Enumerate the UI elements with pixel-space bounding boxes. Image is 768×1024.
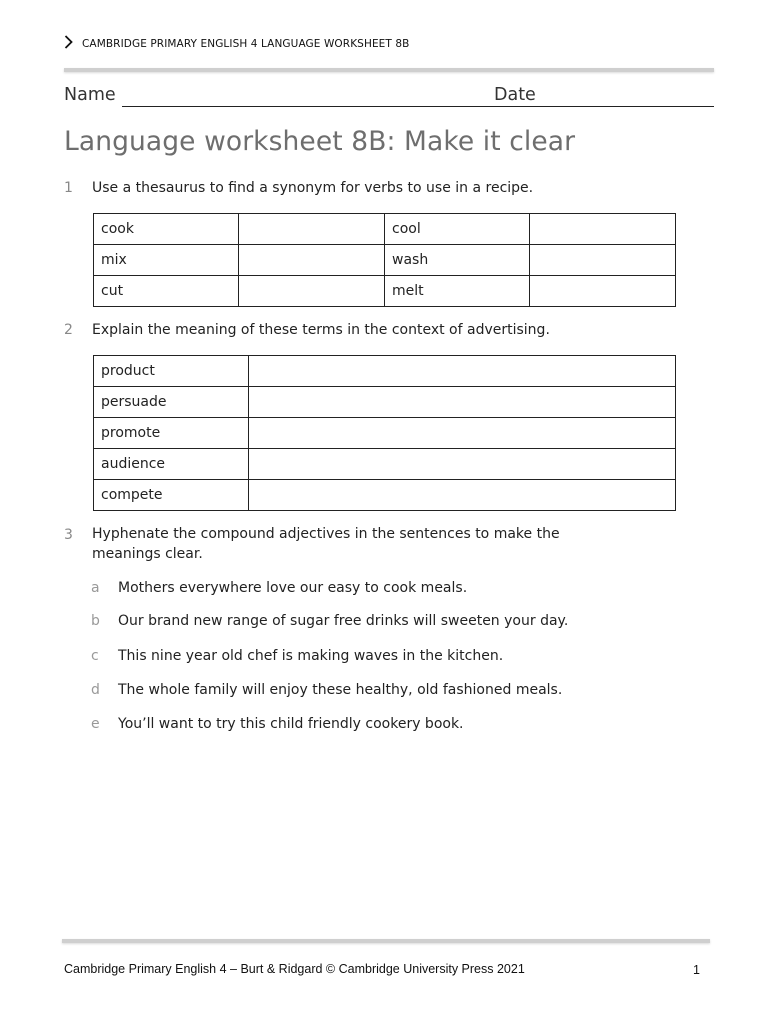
meaning-answer-cell[interactable]: [249, 356, 676, 387]
page-number: 1: [693, 963, 700, 977]
header-divider: [64, 68, 714, 72]
table-row: [94, 449, 676, 480]
term-cell: product: [94, 356, 249, 387]
page-title: Language worksheet 8B: Make it clear: [64, 126, 576, 157]
term-cell: compete: [94, 480, 249, 511]
verb-cell: cool: [385, 214, 530, 245]
synonym-answer-cell[interactable]: [530, 276, 676, 307]
footer-divider: [62, 939, 710, 943]
term-cell: audience: [94, 449, 249, 480]
item-sentence: You’ll want to try this child friendly cookery book.: [118, 716, 464, 732]
term-cell: persuade: [94, 387, 249, 418]
item-letter: a: [91, 580, 100, 596]
table-row: [94, 418, 676, 449]
table-row: [94, 214, 676, 245]
date-label: Date: [494, 85, 536, 105]
running-title: CAMBRIDGE PRIMARY ENGLISH 4 LANGUAGE WORKSHEET 8B: [82, 38, 410, 50]
terms-table: [93, 355, 676, 511]
question-3-text-line-2: meanings clear.: [92, 546, 203, 562]
meaning-answer-cell[interactable]: [249, 480, 676, 511]
question-2-number: 2: [64, 322, 73, 338]
verb-cell: melt: [385, 276, 530, 307]
verb-cell: mix: [94, 245, 239, 276]
verb-cell: cook: [94, 214, 239, 245]
synonym-answer-cell[interactable]: [239, 245, 385, 276]
synonym-answer-cell[interactable]: [239, 214, 385, 245]
item-letter: b: [91, 613, 100, 629]
question-3-text-line-1: Hyphenate the compound adjectives in the sentences to make the: [92, 526, 560, 542]
synonym-answer-cell[interactable]: [239, 276, 385, 307]
meaning-answer-cell[interactable]: [249, 449, 676, 480]
question-2-text: Explain the meaning of these terms in the context of advertising.: [92, 322, 550, 338]
verb-cell: wash: [385, 245, 530, 276]
table-row: [94, 480, 676, 511]
item-sentence: Mothers everywhere love our easy to cook meals.: [118, 580, 468, 596]
name-date-row: [64, 85, 714, 109]
table-row: [94, 245, 676, 276]
chevron-right-icon: [64, 35, 76, 53]
running-header: [64, 35, 409, 53]
synonym-table: [93, 213, 676, 307]
date-field[interactable]: [542, 106, 714, 107]
meaning-answer-cell[interactable]: [249, 387, 676, 418]
question-1-number: 1: [64, 180, 73, 196]
name-field[interactable]: [122, 106, 548, 107]
question-1-text: Use a thesaurus to find a synonym for verbs to use in a recipe.: [92, 180, 534, 196]
meaning-answer-cell[interactable]: [249, 418, 676, 449]
item-letter: e: [91, 716, 100, 732]
item-sentence: This nine year old chef is making waves in the kitchen.: [118, 648, 504, 664]
question-3-text: [92, 524, 560, 564]
footer-credit: Cambridge Primary English 4 – Burt & Ridgard © Cambridge University Press 2021: [64, 962, 525, 976]
term-cell: promote: [94, 418, 249, 449]
item-letter: c: [91, 648, 99, 664]
item-letter: d: [91, 682, 100, 698]
item-sentence: Our brand new range of sugar free drinks will sweeten your day.: [118, 613, 569, 629]
table-row: [94, 387, 676, 418]
synonym-answer-cell[interactable]: [530, 245, 676, 276]
item-sentence: The whole family will enjoy these healthy, old fashioned meals.: [118, 682, 563, 698]
name-label: Name: [64, 85, 116, 105]
question-3-number: 3: [64, 527, 73, 543]
table-row: [94, 356, 676, 387]
table-row: [94, 276, 676, 307]
verb-cell: cut: [94, 276, 239, 307]
synonym-answer-cell[interactable]: [530, 214, 676, 245]
